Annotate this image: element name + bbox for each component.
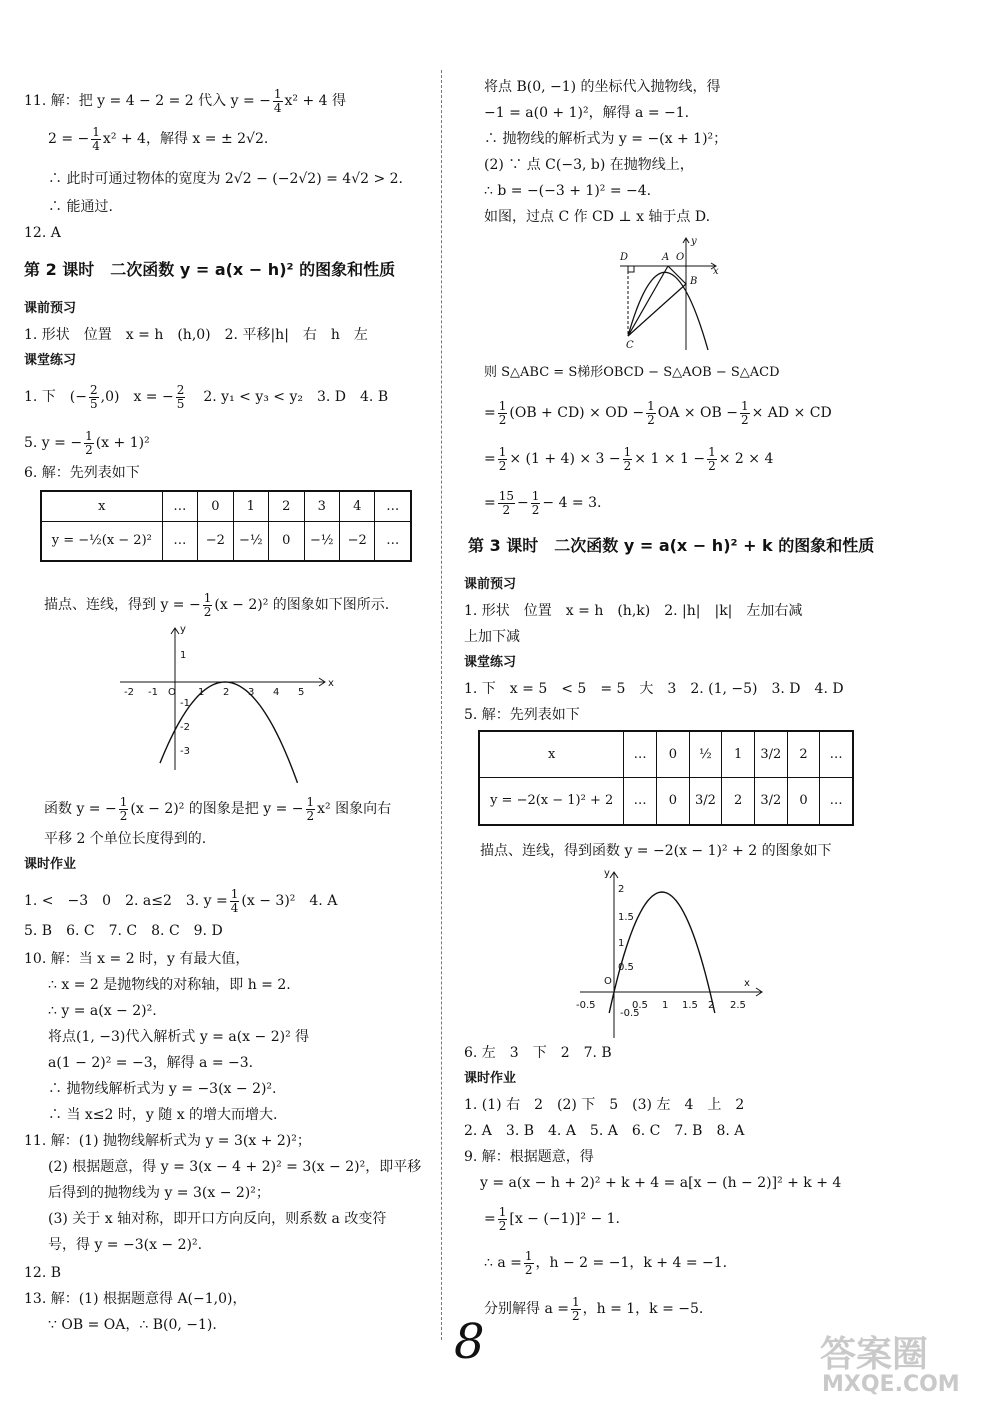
hw9-line2: y = a(x − h + 2)² + k + 4 = a[x − (h − 2)]² + k + 4 [480,1175,842,1191]
svg-text:2: 2 [223,687,230,698]
section-homework: 课时作业 [24,857,77,872]
svg-text:1: 1 [180,650,187,661]
svg-text:-2: -2 [124,687,134,698]
column-divider [441,70,442,1340]
lesson3-title: 第 3 课时 二次函数 y = a(x − h)² + k 的图象和性质 [468,536,875,555]
section-classwork: 课堂练习 [24,353,77,368]
svg-text:1: 1 [618,938,625,949]
hw10-line1: 10. 解：当 x = 2 时，y 有最大值， [24,951,250,967]
svg-text:4: 4 [273,687,280,698]
svg-text:5: 5 [298,687,305,698]
q11-line4: ∴ 能通过. [48,199,113,215]
classwork-line1: 1. 下 (− $\frac{2}{5}$ ,0) x = − $\frac{2}{5}$ 2. y₁ < y₃ < y₂ 3. D 4. B [24,383,389,411]
classwork-line6: 6. 解：先列表如下 [24,465,140,481]
q11-line3: ∴ 此时可通过物体的宽度为 2√2 − (−2√2) = 4√2 > 2. [48,171,404,187]
right-line2: −1 = a(0 + 1)²，解得 a = −1. [484,105,690,121]
svg-text:y: y [604,868,610,879]
plot-description-1: 描点、连线，得到 y = − $\frac{1}{2}$ (x − 2)² 的图象如下图所示. [44,591,390,619]
svg-text:x: x [744,978,750,989]
watermark-url: MXQE.COM [822,1372,960,1397]
point-c-label: C [626,340,634,351]
homework-line1: 1. < −3 0 2. a≤2 3. y = $\frac{1}{4}$ (x − 3)² 4. A [24,887,338,915]
section-classwork-3: 课堂练习 [464,655,517,670]
classwork3-line1: 1. 下 x = 5 < 5 = 5 大 3 2. (1, −5) 3. D 4. D [464,681,844,697]
section-homework-3: 课时作业 [464,1071,517,1086]
function-description: 函数 y = − $\frac{1}{2}$ (x − 2)² 的图象是把 y = − $\frac{1}{2}$ x² 图象向右 [44,795,392,823]
page-number: 8 [454,1314,485,1370]
svg-text:-0.5: -0.5 [576,1000,596,1011]
hw11-line5: 号，得 y = −3(x − 2)². [48,1237,203,1253]
svg-text:1.5: 1.5 [682,1000,698,1011]
area-formula-2: = $\frac{1}{2}$ (OB + CD) × OD − $\frac{1}{2}$ OA × OB − $\frac{1}{2}$ × AD × CD [484,399,832,427]
preview3-line2: 上加下减 [464,629,520,645]
value-table-1: x … 0 1 2 3 4 … y = −½(x − 2)² … −2 −½ 0 −½ −2 … [40,490,412,562]
homework3-line1: 1. (1) 右 2 (2) 下 5 (3) 左 4 上 2 [464,1097,745,1113]
table-row-label: y = −½(x − 2)² [41,521,162,561]
svg-text:1.5: 1.5 [618,912,634,923]
graph-triangle-abc [612,232,722,352]
svg-text:2: 2 [618,884,625,895]
hw9-line4: ∴ a = $\frac{1}{2}$ ，h − 2 = −1，k + 4 = −1. [484,1249,728,1277]
preview3-line1: 1. 形状 位置 x = h (h,k) 2. |h| |k| 左加右减 [464,603,803,619]
hw13-line2: ∵ OB = OA，∴ B(0, −1). [48,1317,217,1333]
hw10-line6: ∴ 抛物线解析式为 y = −3(x − 2)². [48,1081,277,1097]
origin-label: O [676,252,685,263]
hw9-line3: = $\frac{1}{2}$ [x − (−1)]² − 1. [484,1205,620,1233]
fraction-1-4: $\frac{1}{4}$ [273,87,282,115]
svg-text:O: O [168,687,176,698]
q11-line2: 2 = − $\frac{1}{4}$ x² + 4，解得 x = ± 2√2. [48,125,269,153]
svg-text:-2: -2 [180,722,190,733]
hw10-line5: a(1 − 2)² = −3，解得 a = −3. [48,1055,254,1071]
svg-text:-0.5: -0.5 [620,1008,640,1019]
svg-text:-1: -1 [180,698,190,709]
y-axis-label: y [180,624,186,635]
q12-answer: 12. A [24,225,61,241]
svg-text:-1: -1 [148,687,158,698]
right-line1: 将点 B(0, −1) 的坐标代入抛物线，得 [484,79,721,95]
svg-text:x: x [713,266,719,277]
plot-description-2: 描点、连线，得到函数 y = −2(x − 1)² + 2 的图象如下 [480,843,832,859]
hw10-line7: ∴ 当 x≤2 时，y 随 x 的增大而增大. [48,1107,278,1123]
hw10-line4: 将点(1, −3)代入解析式 y = a(x − 2)² 得 [48,1029,310,1045]
homework3-line2: 2. A 3. B 4. A 5. A 6. C 7. B 8. A [464,1123,745,1139]
value-table-2: x … 0 ½ 1 3/2 2 … y = −2(x − 1)² + 2 … 0 3/2 2 3/2 0 … [478,730,854,826]
svg-text:-3: -3 [180,746,190,757]
hw9-line5: 分别解得 a = $\frac{1}{2}$ ，h = 1，k = −5. [484,1295,704,1323]
svg-text:0.5: 0.5 [618,962,634,973]
svg-text:O: O [604,976,612,987]
section-preview-3: 课前预习 [464,577,517,592]
area-formula-3: = $\frac{1}{2}$ × (1 + 4) × 3 − $\frac{1}{2}$ × 1 × 1 − $\frac{1}{2}$ × 2 × 4 [484,445,774,473]
hw12-answer: 12. B [24,1265,62,1281]
area-formula-1: 则 S△ABC = S梯形OBCD − S△AOB − S△ACD [484,365,780,380]
preview-answers: 1. 形状 位置 x = h (h,0) 2. 平移|h| 右 h 左 [24,327,368,343]
right-line6: 如图，过点 C 作 CD ⊥ x 轴于点 D. [484,209,711,225]
section-preview: 课前预习 [24,301,77,316]
hw10-line2: ∴ x = 2 是抛物线的对称轴，即 h = 2. [48,977,291,993]
classwork-line5: 5. y = − $\frac{1}{2}$ (x + 1)² [24,429,150,457]
point-a-label: A [662,252,670,263]
svg-text:2.5: 2.5 [730,1000,746,1011]
hw13-line1: 13. 解：(1) 根据题意得 A(−1,0)， [24,1291,247,1307]
lesson2-title: 第 2 课时 二次函数 y = a(x − h)² 的图象和性质 [24,260,396,279]
function-description-2: 平移 2 个单位长度得到的. [44,831,207,847]
q11-line1: 11. 解：把 y = 4 − 2 = 2 代入 y = − $\frac{1}{4}$ x² + 4 得 [24,87,346,115]
classwork3-line5: 5. 解：先列表如下 [464,707,580,723]
hw11-line1: 11. 解：(1) 抛物线解析式为 y = 3(x + 2)²； [24,1133,311,1149]
hw11-line2: (2) 根据题意，得 y = 3(x − 4 + 2)² = 3(x − 2)²，即平移 [48,1159,422,1175]
point-d-label: D [620,252,629,263]
classwork3-line6: 6. 左 3 下 2 7. B [464,1045,612,1061]
svg-text:2: 2 [708,1000,715,1011]
watermark-logo: 答案圈 [820,1334,929,1375]
svg-text:y: y [691,236,697,247]
svg-text:1: 1 [198,687,205,698]
svg-text:3: 3 [248,687,255,698]
right-line3: ∴ 抛物线的解析式为 y = −(x + 1)²； [484,131,728,147]
hw11-line3: 后得到的抛物线为 y = 3(x − 2)²； [48,1185,270,1201]
area-formula-4: = $\frac{15}{2}$ − $\frac{1}{2}$ − 4 = 3. [484,489,602,517]
hw10-line3: ∴ y = a(x − 2)². [48,1003,157,1019]
x-axis-label: x [328,678,334,689]
svg-text:0.5: 0.5 [632,1000,648,1011]
point-b-label: B [690,276,698,287]
table-header-x: x [41,491,162,521]
homework-line5: 5. B 6. C 7. C 8. C 9. D [24,923,223,939]
graph-parabola-1 [110,620,340,780]
graph-parabola-2 [572,866,772,1042]
right-line4: (2) ∵ 点 C(−3, b) 在抛物线上， [484,157,694,173]
right-line5: ∴ b = −(−3 + 1)² = −4. [484,183,652,199]
svg-text:1: 1 [662,1000,669,1011]
hw11-line4: (3) 关于 x 轴对称，即开口方向反向，则系数 a 改变符 [48,1211,387,1227]
hw9-line1: 9. 解：根据题意，得 [464,1149,594,1165]
